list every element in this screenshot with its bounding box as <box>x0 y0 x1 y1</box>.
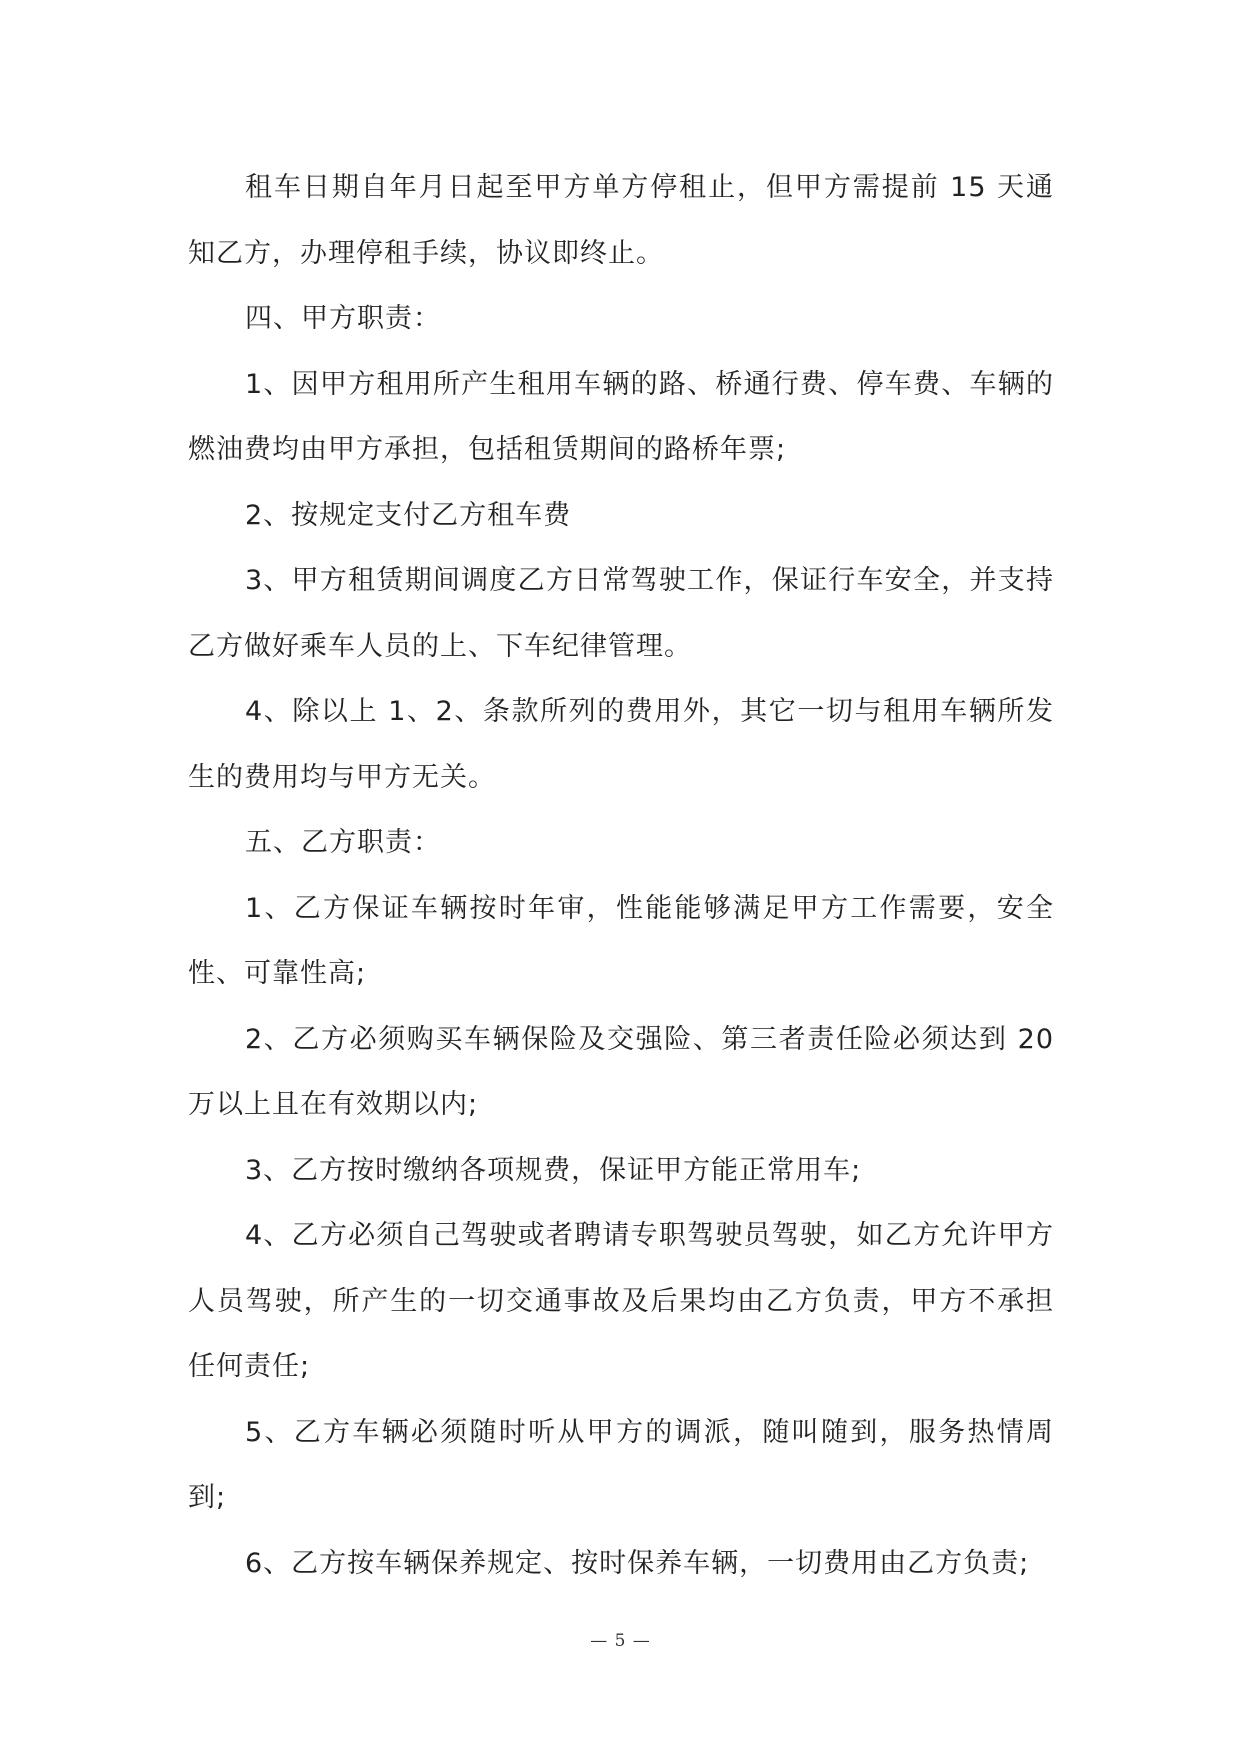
page-number: — 5 — <box>590 1631 651 1651</box>
paragraph-party-b-item-3: 3、乙方按时缴纳各项规费，保证甲方能正常用车; <box>245 1154 862 1186</box>
paragraph-rental-period: 租车日期自年月日起至甲方单方停租止，但甲方需提前 15 天通知乙方，办理停租手续，协议即终止。 <box>188 172 1054 269</box>
paragraph-party-a-item-4: 4、除以上 1、2、条款所列的费用外，其它一切与租用车辆所发生的费用均与甲方无关。 <box>188 696 1054 793</box>
paragraph-party-a-item-3: 3、甲方租赁期间调度乙方日常驾驶工作，保证行车安全，并支持乙方做好乘车人员的上、下车纪律管理。 <box>188 565 1054 662</box>
section-heading-party-a-duties: 四、甲方职责： <box>245 303 441 334</box>
paragraph-party-a-item-2: 2、按规定支付乙方租车费 <box>245 499 572 531</box>
document-body <box>188 155 1054 1596</box>
section-heading-party-b-duties: 五、乙方职责： <box>245 827 441 858</box>
paragraph-party-b-item-2: 2、乙方必须购买车辆保险及交强险、第三者责任险必须达到 20 万以上且在有效期以内; <box>188 1023 1054 1120</box>
paragraph-party-b-item-6: 6、乙方按车辆保养规定、按时保养车辆，一切费用由乙方负责; <box>245 1547 1030 1579</box>
paragraph-party-a-item-1: 1、因甲方租用所产生租用车辆的路、桥通行费、停车费、车辆的燃油费均由甲方承担，包括租赁期间的路桥年票; <box>188 368 1054 465</box>
paragraph-party-b-item-4: 4、乙方必须自己驾驶或者聘请专职驾驶员驾驶，如乙方允许甲方人员驾驶，所产生的一切交通事故及后果均由乙方负责，甲方不承担任何责任; <box>188 1220 1054 1382</box>
paragraph-party-b-item-1: 1、乙方保证车辆按时年审，性能能够满足甲方工作需要，安全性、可靠性高; <box>188 892 1054 989</box>
paragraph-party-b-item-5: 5、乙方车辆必须随时听从甲方的调派，随叫随到，服务热情周到; <box>188 1416 1054 1513</box>
